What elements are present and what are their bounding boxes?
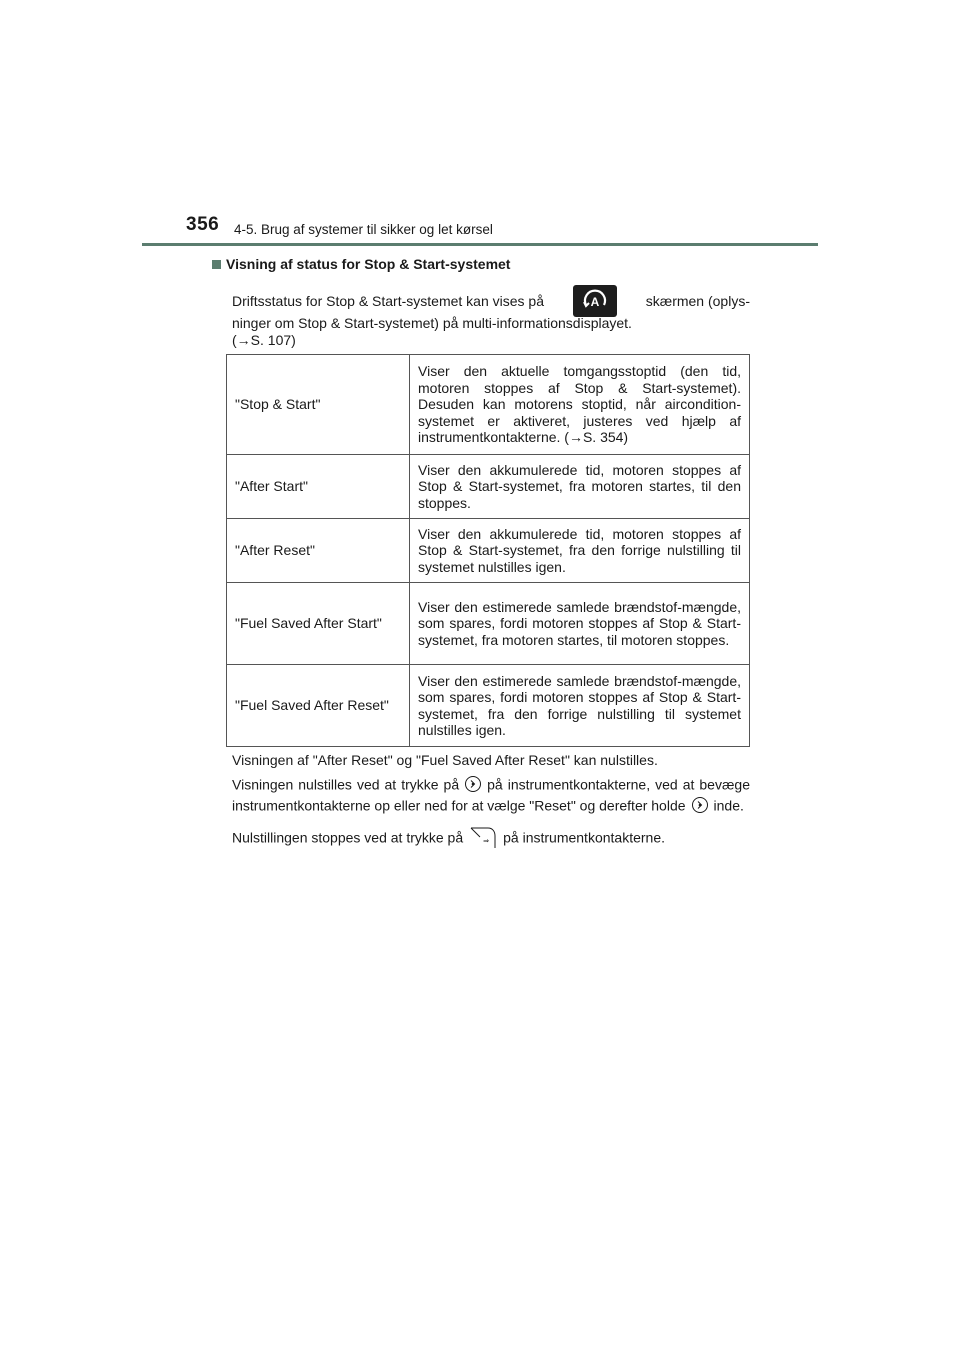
svg-text:A: A	[590, 295, 600, 309]
svg-text:⇒: ⇒	[483, 837, 490, 845]
table-cell-item: "Fuel Saved After Reset"	[227, 665, 410, 747]
note-p3-part1: Nulstillingen stoppes ved at trykke på	[232, 828, 464, 845]
enter-button-icon	[464, 775, 482, 797]
notes-section	[232, 752, 750, 859]
intro-text-line2: ninger om Stop & Start-systemet) på multi-informationsdisplayet.	[232, 315, 632, 331]
back-button-icon	[468, 824, 498, 854]
stop-start-display-icon	[573, 285, 617, 317]
table-row	[227, 355, 750, 455]
note-paragraph-3	[232, 824, 750, 854]
chapter-title: 4-5. Brug af systemer til sikker og let kørsel	[234, 222, 493, 237]
table-cell-description: Viser den estimerede samlede brændstof-mængde, som spares, fordi motoren stoppes af Stop & Start-systemet, fra den forrige nulstilling til systemet nulstilles igen.	[410, 665, 750, 747]
note-p3-part2: på instrumentkontakterne.	[503, 828, 665, 845]
header-rule	[142, 243, 818, 246]
note-paragraph-1: Visningen af "After Reset" og "Fuel Saved After Reset" kan nulstilles.	[232, 752, 658, 768]
table-row	[227, 583, 750, 665]
bullet-square-icon	[212, 260, 221, 269]
table-cell-item: "Fuel Saved After Start"	[227, 583, 410, 665]
note-p2-part2: på instrumentkontakterne, ved at bevæge instrumentkontakterne op eller ned for at vælge "Reset" og derefter holde	[232, 775, 750, 814]
status-info-table	[226, 354, 750, 747]
table-cell-description: Viser den estimerede samlede brændstof-mængde, som spares, fordi motoren stoppes af Stop & Start-systemet, fra motoren startes, til motoren stoppes.	[410, 583, 750, 665]
table-cell-item: "Stop & Start"	[227, 355, 410, 455]
note-p2-part1: Visningen nulstilles ved at trykke på	[232, 775, 460, 792]
note-p2-part3: inde.	[713, 797, 744, 814]
table-cell-description: Viser den akkumulerede tid, motoren stoppes af Stop & Start-systemet, fra motoren startes, til den stoppes.	[410, 455, 750, 519]
table-row	[227, 665, 750, 747]
intro-text-part1: Driftsstatus for Stop & Start-systemet kan vises på	[232, 292, 544, 309]
section-heading-text: Visning af status for Stop & Start-systemet	[226, 256, 511, 272]
intro-paragraph	[232, 287, 750, 348]
table-cell-description: Viser den akkumulerede tid, motoren stoppes af Stop & Start-systemet, fra den forrige nulstilling til systemet nulstilles igen.	[410, 519, 750, 583]
section-heading	[212, 256, 510, 272]
page-number: 356	[186, 214, 220, 235]
intro-reference: (→S. 107)	[232, 331, 296, 348]
table-cell-item: "After Start"	[227, 455, 410, 519]
table-cell-item: "After Reset"	[227, 519, 410, 583]
table-row	[227, 519, 750, 583]
table-cell-description: Viser den aktuelle tomgangsstoptid (den tid, motoren stoppes af Stop & Start-systemet). Desuden kan motorens stoptid, når aircondition-systemet er aktiveret, justeres ved hjælp af instrumentkontakterne. (→S. 354)	[410, 355, 750, 455]
intro-text-part2: skærmen (oplys-	[645, 292, 750, 309]
table-row	[227, 455, 750, 519]
enter-button-icon	[691, 796, 709, 818]
note-paragraph-2	[232, 775, 750, 818]
